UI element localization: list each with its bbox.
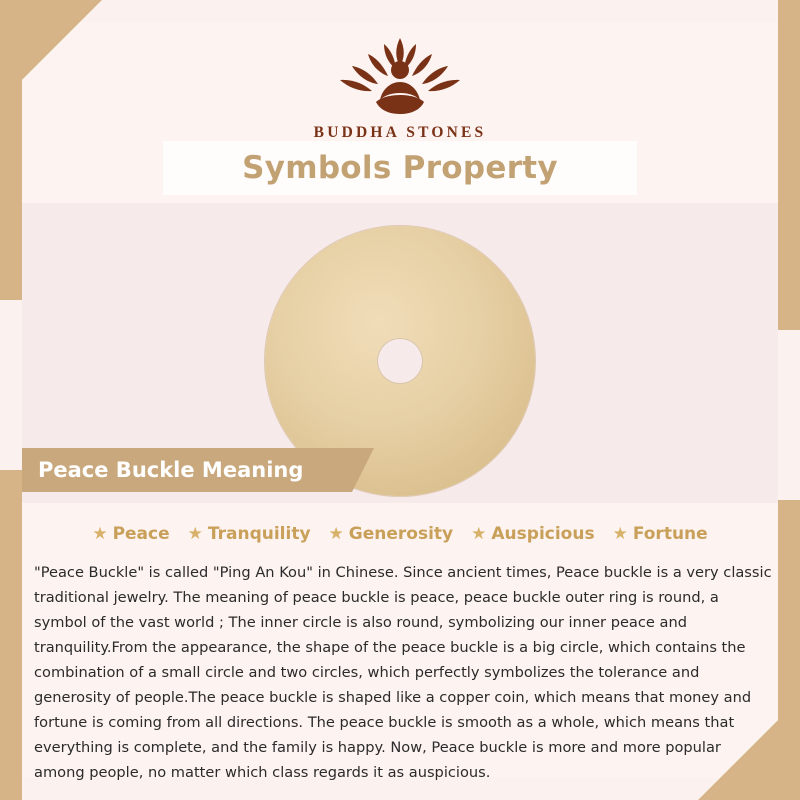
section-ribbon bbox=[22, 448, 352, 492]
keyword-label: Peace bbox=[112, 524, 170, 544]
peace-buckle-hole bbox=[377, 338, 423, 384]
brand-name: BUDDHA STONES bbox=[313, 124, 487, 141]
keyword-item bbox=[92, 524, 169, 544]
star-icon: ★ bbox=[187, 524, 203, 544]
lotus-meditation-icon bbox=[310, 22, 490, 122]
keyword-label: Fortune bbox=[632, 524, 708, 544]
title-banner bbox=[163, 141, 637, 195]
star-icon: ★ bbox=[92, 524, 108, 544]
keyword-list bbox=[0, 524, 800, 544]
page-title: Symbols Property bbox=[242, 150, 558, 186]
keyword-item bbox=[613, 524, 708, 544]
keyword-label: Generosity bbox=[348, 524, 454, 544]
keyword-item bbox=[188, 524, 311, 544]
decorative-edge-left-bottom bbox=[0, 470, 22, 800]
keyword-item bbox=[471, 524, 594, 544]
star-icon: ★ bbox=[328, 524, 344, 544]
section-title: Peace Buckle Meaning bbox=[38, 458, 304, 482]
brand-header bbox=[0, 22, 800, 142]
star-icon: ★ bbox=[471, 524, 487, 544]
star-icon: ★ bbox=[612, 524, 628, 544]
keyword-label: Tranquility bbox=[207, 524, 311, 544]
keyword-item bbox=[329, 524, 454, 544]
keyword-label: Auspicious bbox=[491, 524, 595, 544]
description-paragraph: "Peace Buckle" is called "Ping An Kou" in Chinese. Since ancient times, Peace buckle is a very classic traditional jewelry. The meaning of peace buckle is peace, peace buckle outer ring is round, a symbol of the vast world ; The inner circle is also round, symbolizing our inner peace and tranquility.From the appearance, the shape of the peace buckle is a big circle, which contains the combination of a small circle and two circles, which perfectly symbolizes the tolerance and generosity of people.The peace buckle is shaped like a copper coin, which means that money and fortune is coming from all directions. The peace buckle is smooth as a whole, which means that everything is complete, and the family is happy. Now, Peace buckle is more and more popular among people, no matter which class regards it as auspicious. bbox=[34, 564, 772, 781]
